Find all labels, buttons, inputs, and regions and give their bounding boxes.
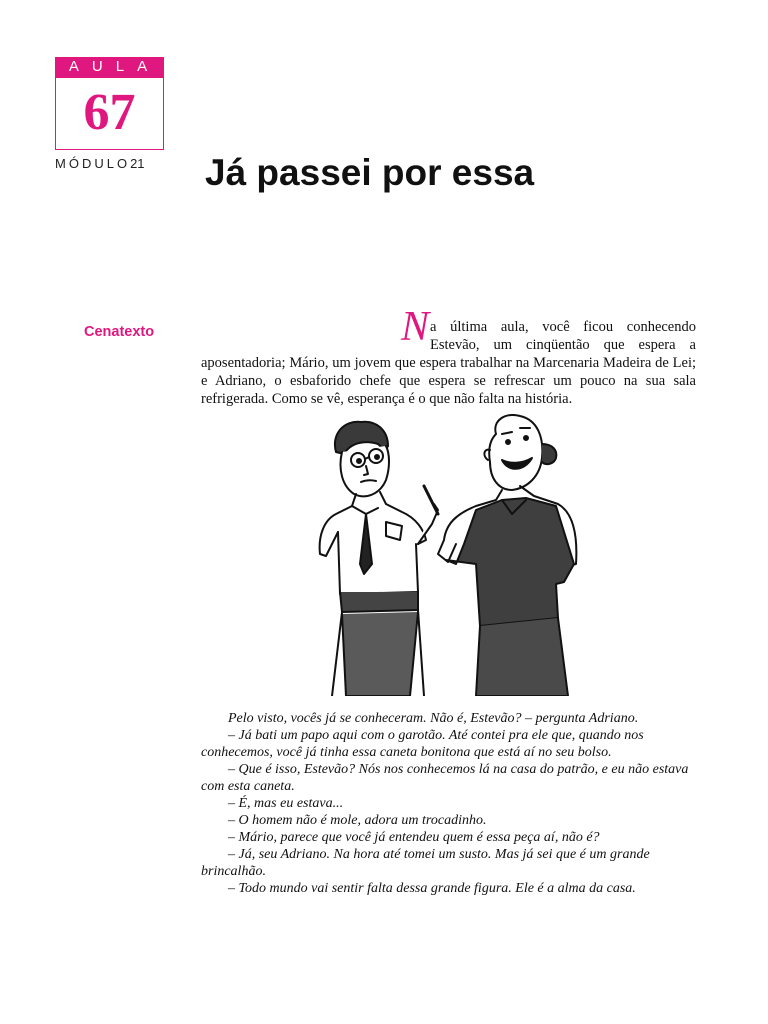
dialog-text	[201, 710, 698, 897]
drop-cap: N	[401, 304, 430, 350]
two-men-illustration	[306, 414, 590, 696]
intro-text: a última aula, você ficou conhecendo Estevão, um cinqüentão que espera a aposentadoria; Mário, um jovem que espera trabalhar na Marcenaria Madeira de Lei; e Adriano, o esbaforido chefe que espera se refrescar um pouco na sua sala refrigerada. Como se vê, esperança é o que não falta na história.	[201, 319, 696, 407]
lesson-number: 67	[83, 84, 136, 141]
module-word: MÓDULO	[55, 156, 131, 171]
dialog-line: – O homem não é mole, adora um trocadinho.	[228, 813, 487, 828]
lesson-label: AULA	[55, 57, 164, 77]
intro-paragraph	[201, 304, 696, 408]
dialog-line: – É, mas eu estava...	[228, 796, 344, 811]
dialog-line: – Todo mundo vai sentir falta dessa grande figura. Ele é a alma da casa.	[228, 881, 636, 896]
dialog-line: – Que é isso, Estevão? Nós nos conhecemos lá na casa do patrão, e eu não estava com esta caneta.	[201, 762, 689, 794]
dialog-line: – Já bati um papo aqui com o garotão. Até contei pra ele que, quando nos conhecemos, você já tinha essa caneta bonitona que está aí no seu bolso.	[201, 728, 644, 760]
page-title: Já passei por essa	[205, 152, 535, 193]
lesson-number-box	[55, 77, 164, 150]
dialog-line: – Mário, parece que você já entendeu quem é essa peça aí, não é?	[228, 830, 600, 845]
section-label: Cenatexto	[84, 324, 155, 340]
module-label	[55, 156, 170, 171]
module-number: 21	[130, 156, 145, 171]
dialog-line: Pelo visto, vocês já se conheceram. Não é, Estevão? – pergunta Adriano.	[228, 711, 639, 726]
dialog-line: – Já, seu Adriano. Na hora até tomei um susto. Mas já sei que é um grande brincalhão.	[201, 847, 650, 879]
